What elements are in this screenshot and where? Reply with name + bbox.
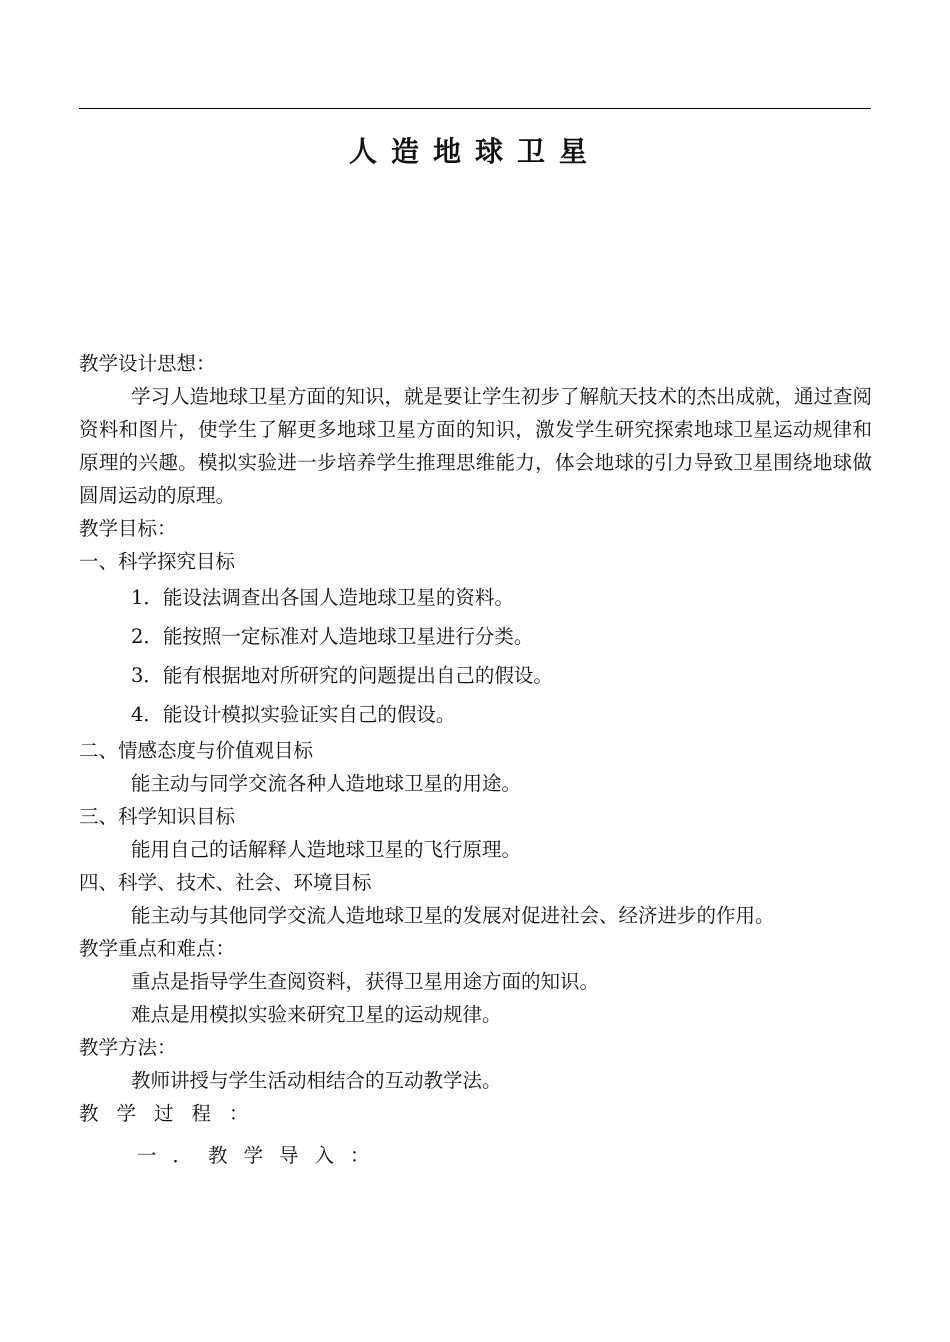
design-paragraph: 学习人造地球卫星方面的知识，就是要让学生初步了解航天技术的杰出成就，通过查阅资料和图片，使学生了解更多地球卫星方面的知识，激发学生研究探索地球卫星运动规律和原理的兴趣。模拟实验进一步培养学生推理思维能力，体会地球的引力导致卫星围绕地球做圆周运动的原理。 [79,385,873,507]
process-heading: 教学过程： [79,1102,267,1125]
goal1-item: 4．能设计模拟实验证实自己的假设。 [131,703,456,726]
goal2-heading: 二、情感态度与价值观目标 [79,739,314,762]
method-heading: 教学方法： [79,1036,177,1059]
document-title: 人造地球卫星 [348,135,601,168]
header-rule [79,108,871,109]
method-text: 教师讲授与学生活动相结合的互动教学法。 [131,1069,502,1092]
goal1-item: 1．能设法调查出各国人造地球卫星的资料。 [131,586,514,609]
key-point: 重点是指导学生查阅资料，获得卫星用途方面的知识。 [131,970,600,993]
goal3-heading: 三、科学知识目标 [79,805,236,828]
goal2-text: 能主动与同学交流各种人造地球卫星的用途。 [131,772,522,795]
process-step-1: 一．教学导入： [137,1144,386,1167]
goal4-text: 能主动与其他同学交流人造地球卫星的发展对促进社会、经济进步的作用。 [131,904,775,927]
goal1-item: 2．能按照一定标准对人造地球卫星进行分类。 [131,625,534,648]
goal1-item: 3．能有根据地对所研究的问题提出自己的假设。 [131,664,553,687]
document-body [79,347,874,1172]
goal4-heading: 四、科学、技术、社会、环境目标 [79,871,372,894]
goal3-text: 能用自己的话解释人造地球卫星的飞行原理。 [131,838,522,861]
key-heading: 教学重点和难点： [79,937,236,960]
goals-heading: 教学目标： [79,517,177,540]
design-heading: 教学设计思想： [79,352,216,375]
difficult-point: 难点是用模拟实验来研究卫星的运动规律。 [131,1003,502,1026]
goal1-heading: 一、科学探究目标 [79,550,236,573]
